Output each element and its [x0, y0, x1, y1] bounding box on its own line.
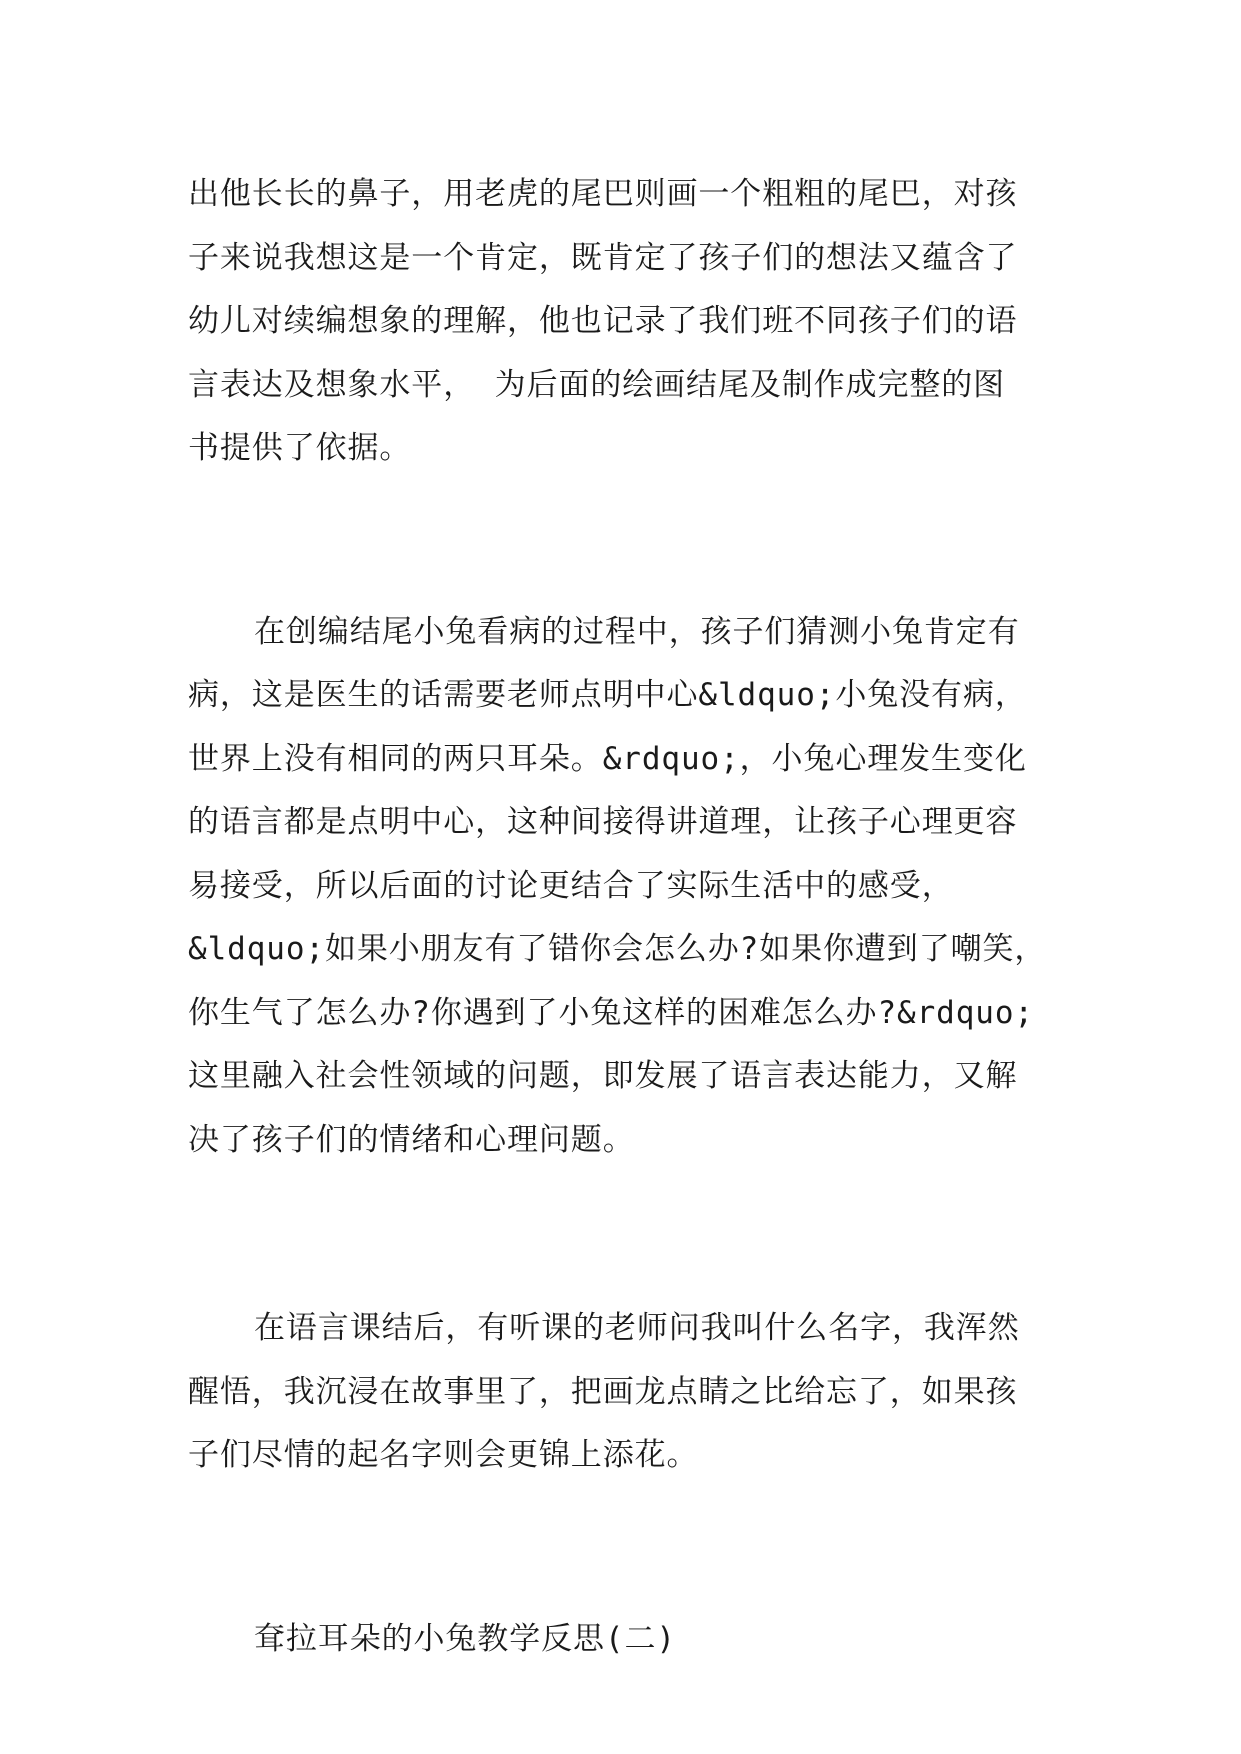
paragraph-spacer — [188, 481, 1054, 601]
text-line: 醒悟，我沉浸在故事里了，把画龙点睛之比给忘了，如果孩 — [188, 1373, 1018, 1410]
text-line: 的语言都是点明中心，这种间接得讲道理，让孩子心理更容 — [188, 804, 1018, 840]
text-line: 病，这是医生的话需要老师点明中心&ldquo;小兔没有病， — [188, 677, 1027, 713]
text-line: 易接受，所以后面的讨论更结合了实际生活中的感受， — [188, 867, 954, 904]
heading-text: 耷拉耳朵的小兔教学反思(二) — [254, 1620, 676, 1657]
paragraph-story-ending — [188, 601, 1054, 1173]
text-line: 幼儿对续编想象的理解，他也记录了我们班不同孩子们的语 — [188, 303, 1018, 339]
document-body — [188, 163, 1054, 1671]
text-line: &ldquo;如果小朋友有了错你会怎么办?如果你遭到了嘲笑， — [188, 931, 1047, 967]
text-line: 言表达及想象水平， 为后面的绘画结尾及制作成完整的图 — [188, 366, 1006, 403]
paragraph-spacer — [188, 1172, 1054, 1297]
text-line: 你生气了怎么办?你遇到了小兔这样的困难怎么办?&rdquo; — [188, 994, 1034, 1031]
paragraph-after-class — [188, 1297, 1054, 1488]
text-line: 世界上没有相同的两只耳朵。&rdquo;，小兔心理发生变化 — [188, 740, 1027, 777]
text-line: 子们尽情的起名字则会更锦上添花。 — [188, 1437, 699, 1473]
text-line: 书提供了依据。 — [188, 430, 412, 466]
text-line: 出他长长的鼻子，用老虎的尾巴则画一个粗粗的尾巴，对孩 — [188, 176, 1018, 212]
paragraph-spacer — [188, 1488, 1054, 1608]
text-line: 这里融入社会性领域的问题，即发展了语言表达能力，又解 — [188, 1058, 1018, 1094]
text-line: 在语言课结后，有听课的老师问我叫什么名字，我浑然 — [254, 1310, 1020, 1346]
text-line: 决了孩子们的情绪和心理问题。 — [188, 1121, 635, 1158]
paragraph-continuation — [188, 163, 1054, 481]
text-line: 在创编结尾小兔看病的过程中，孩子们猜测小兔肯定有 — [254, 613, 1020, 650]
section-heading — [188, 1608, 1054, 1672]
text-line: 子来说我想这是一个肯定，既肯定了孩子们的想法又蕴含了 — [188, 239, 1018, 276]
